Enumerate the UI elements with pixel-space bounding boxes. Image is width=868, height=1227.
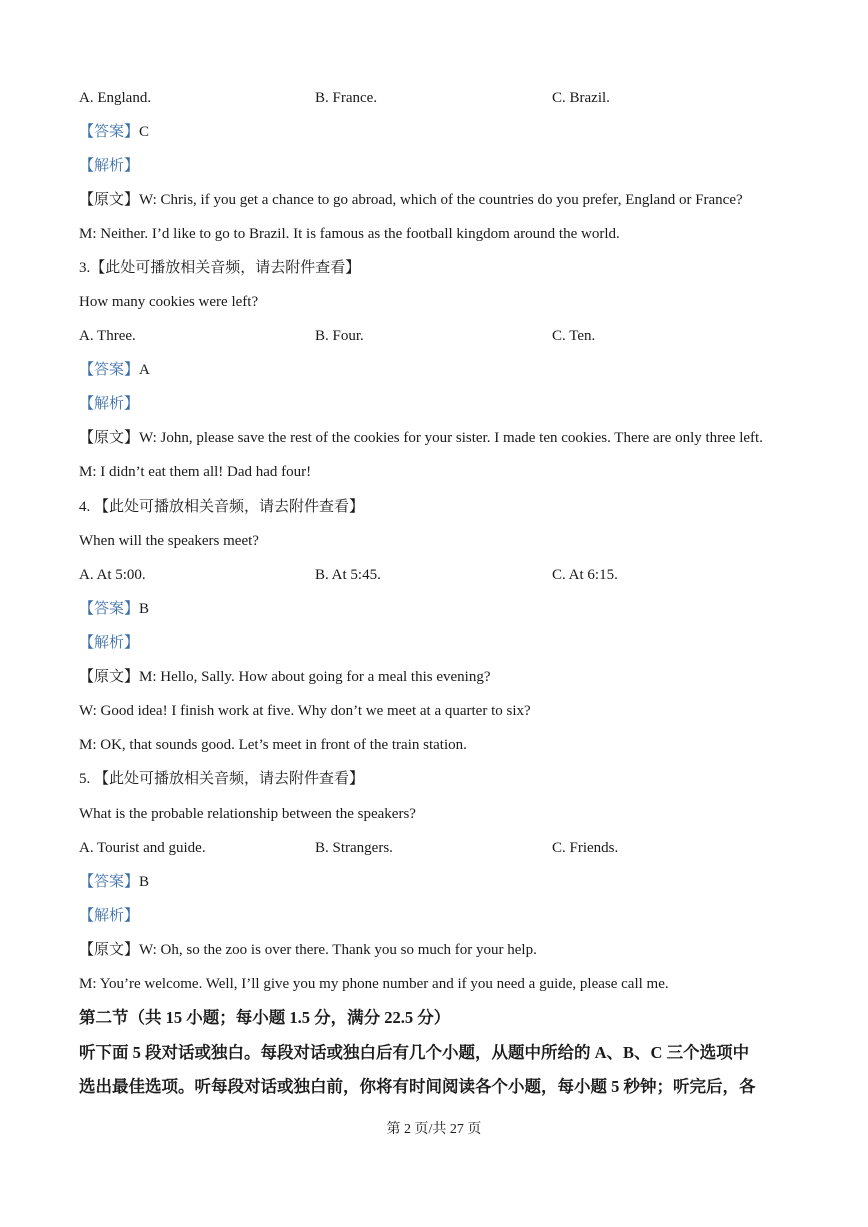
transcript-text: W: Oh, so the zoo is over there. Thank you so much for your help. (139, 942, 537, 958)
q3-option-a: A. Three. (79, 328, 136, 344)
transcript-tag: 【原文】 (79, 942, 140, 958)
page-footer: 第 2 页/共 27 页 (386, 1122, 482, 1137)
q4-answer (79, 599, 149, 619)
q5-option-b: B. Strangers. (315, 840, 393, 856)
transcript-tag: 【原文】 (79, 192, 140, 208)
q4-option-b: B. At 5:45. (315, 567, 381, 583)
analysis-tag: 【解析】 (79, 158, 140, 174)
q4-header: 4. 【此处可播放相关音频，请去附件查看】 (79, 499, 365, 515)
q4-transcript-2: W: Good idea! I finish work at five. Why don’t we meet at a quarter to six? (79, 703, 531, 719)
answer-tag: 【答案】 (79, 601, 140, 617)
q5-answer (79, 872, 149, 892)
q5-question: What is the probable relationship between the speakers? (79, 806, 416, 822)
q5-transcript-1 (79, 940, 537, 960)
q4-option-a: A. At 5:00. (79, 567, 146, 583)
answer-value: C (139, 124, 150, 140)
q5-transcript-2: M: You’re welcome. Well, I’ll give you my phone number and if you need a guide, please call me. (79, 976, 669, 992)
q5-option-c: C. Friends. (552, 840, 619, 856)
q2-transcript-1 (79, 190, 743, 210)
q4-transcript-1 (79, 667, 490, 687)
answer-value: B (139, 874, 150, 890)
transcript-tag: 【原文】 (79, 430, 140, 446)
q2-answer (79, 122, 149, 142)
q3-header: 3.【此处可播放相关音频，请去附件查看】 (79, 260, 361, 276)
q4-transcript-3: M: OK, that sounds good. Let’s meet in front of the train station. (79, 737, 467, 753)
transcript-tag: 【原文】 (79, 669, 140, 685)
q3-option-c: C. Ten. (552, 328, 596, 344)
q3-transcript-2: M: I didn’t eat them all! Dad had four! (79, 464, 312, 480)
analysis-tag: 【解析】 (79, 396, 140, 412)
q4-question: When will the speakers meet? (79, 533, 259, 549)
q5-header: 5. 【此处可播放相关音频，请去附件查看】 (79, 771, 365, 787)
answer-value: A (139, 362, 150, 378)
q2-analysis (79, 156, 139, 176)
q2-option-a: A. England. (79, 90, 152, 106)
answer-tag: 【答案】 (79, 124, 140, 140)
q3-question: How many cookies were left? (79, 294, 259, 310)
q5-option-a: A. Tourist and guide. (79, 840, 206, 856)
q2-transcript-2: M: Neither. I’d like to go to Brazil. It is famous as the football kingdom around the world. (79, 226, 620, 242)
q2-option-c: C. Brazil. (552, 90, 610, 106)
section2-instructions-line1: 听下面 5 段对话或独白。每段对话或独白后有几个小题，从题中所给的 A、B、C 三个选项中 (79, 1043, 750, 1062)
analysis-tag: 【解析】 (79, 908, 140, 924)
analysis-tag: 【解析】 (79, 635, 140, 651)
transcript-text: M: Hello, Sally. How about going for a meal this evening? (139, 669, 491, 685)
q3-answer (79, 360, 150, 380)
section2-title: 第二节（共 15 小题；每小题 1.5 分，满分 22.5 分） (79, 1008, 451, 1027)
q3-option-b: B. Four. (315, 328, 364, 344)
q4-option-c: C. At 6:15. (552, 567, 618, 583)
q4-analysis (79, 633, 139, 653)
transcript-text: W: Chris, if you get a chance to go abroad, which of the countries do you prefer, England or France? (139, 192, 743, 208)
transcript-text: W: John, please save the rest of the cookies for your sister. I made ten cookies. There are only three left. (139, 430, 763, 446)
q2-option-b: B. France. (315, 90, 378, 106)
answer-value: B (139, 601, 150, 617)
q3-analysis (79, 394, 139, 414)
answer-tag: 【答案】 (79, 362, 140, 378)
section2-instructions-line2: 选出最佳选项。听每段对话或独白前，你将有时间阅读各个小题，每小题 5 秒钟；听完后，各 (79, 1077, 756, 1096)
q3-transcript-1 (79, 428, 763, 448)
answer-tag: 【答案】 (79, 874, 140, 890)
q5-analysis (79, 906, 139, 926)
